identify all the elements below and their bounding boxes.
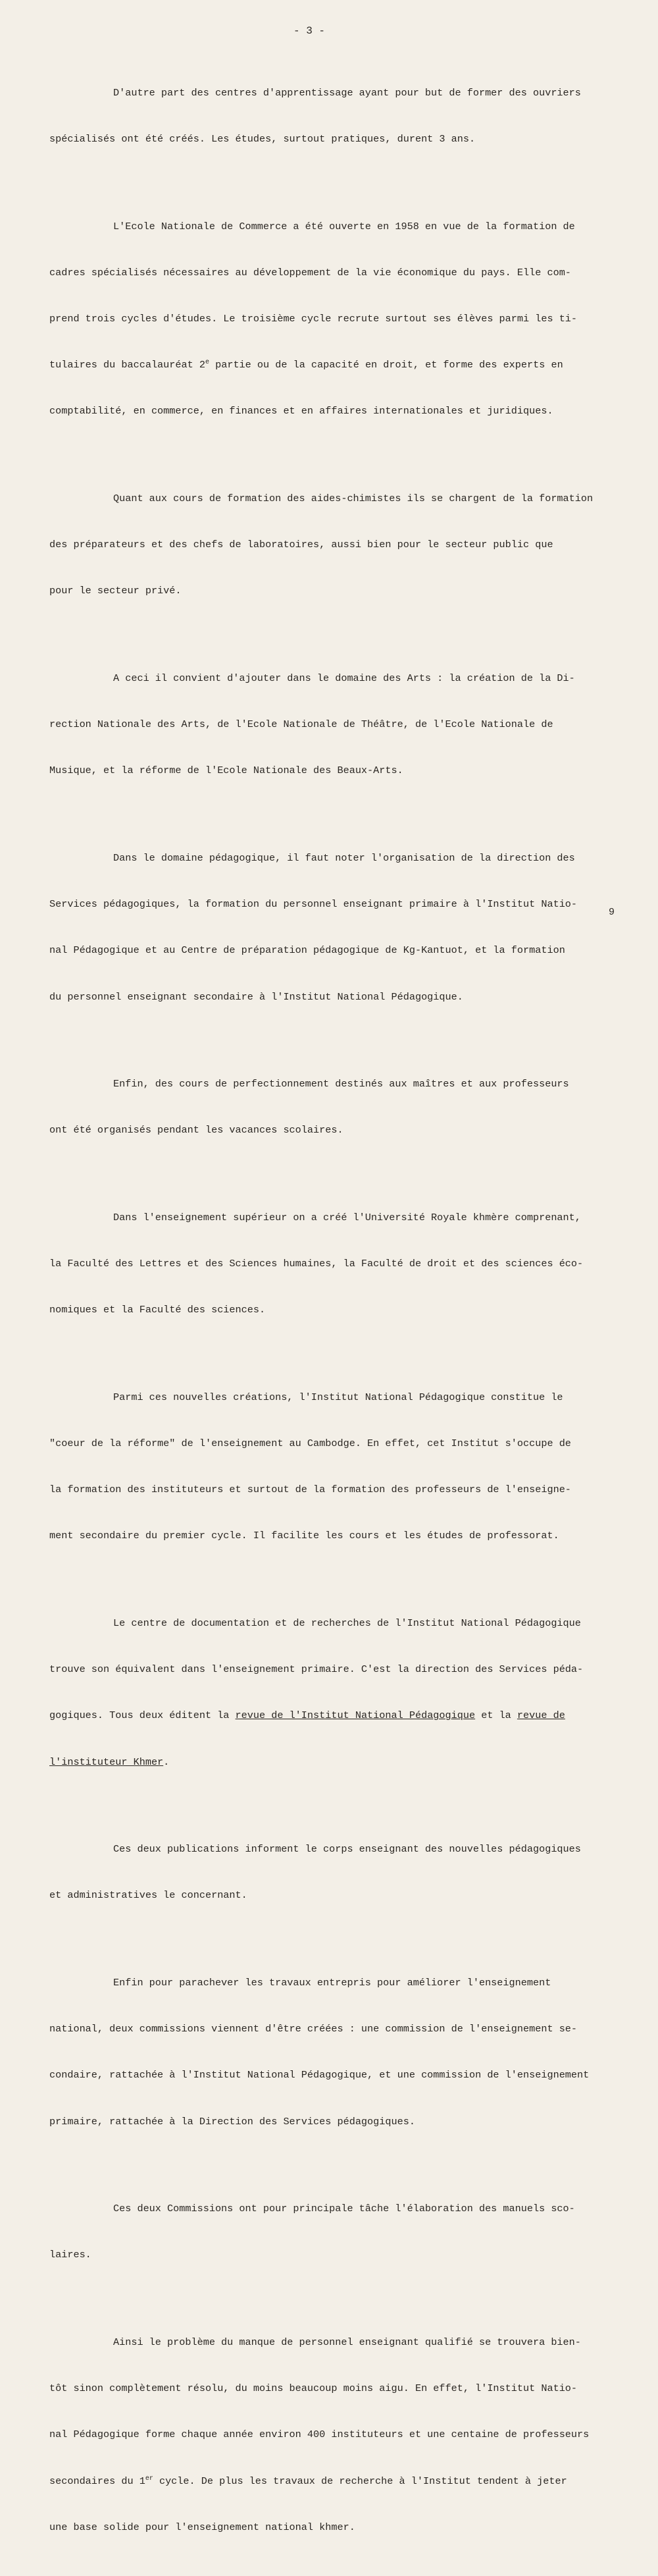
paragraph-perfectionnement xyxy=(49,1046,622,1169)
text-line: Services pédagogiques, la formation du personnel enseignant primaire à l'Institut Natio- xyxy=(49,898,578,911)
document-body xyxy=(49,55,622,2576)
page-number: 9 xyxy=(609,907,615,918)
text-line: des préparateurs et des chefs de laboratoires, aussi bien pour le secteur public que xyxy=(49,539,553,551)
journal-title-underlined: revue de l'Institut National Pédagogique xyxy=(235,1709,476,1722)
text-fragment: partie ou de la capacité en droit, et forme des experts en xyxy=(209,359,563,371)
text-fragment: gogiques. Tous deux éditent la xyxy=(49,1709,236,1722)
text-line: condaire, rattachée à l'Institut National Pédagogique, et une commission de l'enseignement xyxy=(49,2069,590,2081)
text-line: tôt sinon complètement résolu, du moins beaucoup moins aigu. En effet, l'Institut Natio- xyxy=(49,2382,578,2395)
text-line: L'Ecole Nationale de Commerce a été ouverte en 1958 en vue de la formation de xyxy=(113,220,575,232)
paragraph-arts xyxy=(49,640,622,809)
text-line xyxy=(49,358,622,373)
text-fragment: secondaires du 1 xyxy=(49,2475,145,2487)
text-line: "coeur de la réforme" de l'enseignement au Cambodge. En effet, cet Institut s'occupe de xyxy=(49,1437,571,1450)
paragraph-conclusion xyxy=(49,2304,622,2566)
text-line: comptabilité, en commerce, en finances et en affaires internationales et juridiques. xyxy=(49,405,553,417)
text-line: Ainsi le problème du manque de personnel enseignant qualifié se trouvera bien- xyxy=(113,2336,581,2348)
text-line: trouve son équivalent dans l'enseignement primaire. C'est la direction des Services péda- xyxy=(49,1663,584,1676)
text-line: Parmi ces nouvelles créations, l'Institut National Pédagogique constitue le xyxy=(113,1391,563,1403)
text-line xyxy=(49,2474,622,2489)
text-fragment: tulaires du baccalauréat 2 xyxy=(49,359,205,371)
text-line: une base solide pour l'enseignement national khmer. xyxy=(49,2521,355,2533)
superscript: e xyxy=(205,359,209,367)
text-line: national, deux commissions viennent d'être créées : une commission de l'enseignement se- xyxy=(49,2023,578,2035)
paragraph-manuels xyxy=(49,2170,622,2294)
text-line: ment secondaire du premier cycle. Il facilite les cours et les études de professorat. xyxy=(49,1530,559,1542)
paragraph-aides-chimistes xyxy=(49,460,622,630)
paragraph-pedagogique xyxy=(49,820,622,1036)
text-line: ont été organisés pendant les vacances scolaires. xyxy=(49,1124,343,1137)
text-line: nomiques et la Faculté des sciences. xyxy=(49,1304,266,1316)
paragraph-publications xyxy=(49,1811,622,1934)
text-line xyxy=(49,1755,622,1770)
text-line: la Faculté des Lettres et des Sciences humaines, la Faculté de droit et des sciences éco- xyxy=(49,1258,584,1270)
text-fragment: cycle. De plus les travaux de recherche à l'Institut tendent à jeter xyxy=(153,2475,567,2487)
text-line: Le centre de documentation et de recherches de l'Institut National Pédagogique xyxy=(113,1617,581,1629)
journal-title-underlined: revue de xyxy=(517,1709,565,1722)
journal-title-underlined: l'instituteur Khmer xyxy=(49,1756,164,1768)
text-line: du personnel enseignant secondaire à l'Institut National Pédagogique. xyxy=(49,990,463,1003)
text-fragment: et la xyxy=(475,1709,517,1722)
text-line: Quant aux cours de formation des aides-chimistes ils se chargent de la formation xyxy=(113,492,594,504)
page-marker: - 3 - xyxy=(293,25,325,37)
paragraph-institut xyxy=(49,1359,622,1575)
text-line: A ceci il convient d'ajouter dans le domaine des Arts : la création de la Di- xyxy=(113,672,575,684)
superscript: er xyxy=(145,2475,153,2482)
text-line: Enfin pour parachever les travaux entrepris pour améliorer l'enseignement xyxy=(113,1976,551,1989)
text-line: nal Pédagogique forme chaque année environ 400 instituteurs et une centaine de professeurs xyxy=(49,2428,590,2441)
text-fragment: . xyxy=(163,1756,170,1768)
text-line: la formation des instituteurs et surtout de la formation des professeurs de l'enseigne- xyxy=(49,1484,571,1496)
text-line: cadres spécialisés nécessaires au développement de la vie économique du pays. Elle com- xyxy=(49,266,571,279)
text-line xyxy=(49,1708,622,1723)
paragraph-documentation xyxy=(49,1585,622,1801)
text-line: Dans l'enseignement supérieur on a créé l'Université Royale khmère comprenant, xyxy=(113,1211,581,1223)
text-line: pour le secteur privé. xyxy=(49,585,182,597)
text-line: nal Pédagogique et au Centre de préparation pédagogique de Kg-Kantuot, et la formation xyxy=(49,944,565,957)
text-line: rection Nationale des Arts, de l'Ecole Nationale de Théâtre, de l'Ecole Nationale de xyxy=(49,718,553,731)
text-line: Enfin, des cours de perfectionnement destinés aux maîtres et aux professeurs xyxy=(113,1078,569,1090)
paragraph-apprentissage xyxy=(49,55,622,178)
text-line: spécialisés ont été créés. Les études, surtout pratiques, durent 3 ans. xyxy=(49,133,476,146)
paragraph-commissions xyxy=(49,1945,622,2160)
text-line: et administratives le concernant. xyxy=(49,1889,247,1902)
text-line: prend trois cycles d'études. Le troisième cycle recrute surtout ses élèves parmi les ti- xyxy=(49,313,578,325)
text-line: Ces deux Commissions ont pour principale tâche l'élaboration des manuels sco- xyxy=(113,2203,575,2215)
text-line: Musique, et la réforme de l'Ecole Nationale des Beaux-Arts. xyxy=(49,765,403,777)
paragraph-ecole-commerce xyxy=(49,188,622,450)
text-line: Dans le domaine pédagogique, il faut noter l'organisation de la direction des xyxy=(113,851,575,864)
text-line: laires. xyxy=(49,2249,91,2261)
text-line: Ces deux publications informent le corps enseignant des nouvelles pédagogiques xyxy=(113,1843,581,1856)
paragraph-superieur xyxy=(49,1179,622,1349)
text-line: D'autre part des centres d'apprentissage ayant pour but de former des ouvriers xyxy=(113,86,581,99)
text-line: primaire, rattachée à la Direction des Services pédagogiques. xyxy=(49,2115,415,2128)
